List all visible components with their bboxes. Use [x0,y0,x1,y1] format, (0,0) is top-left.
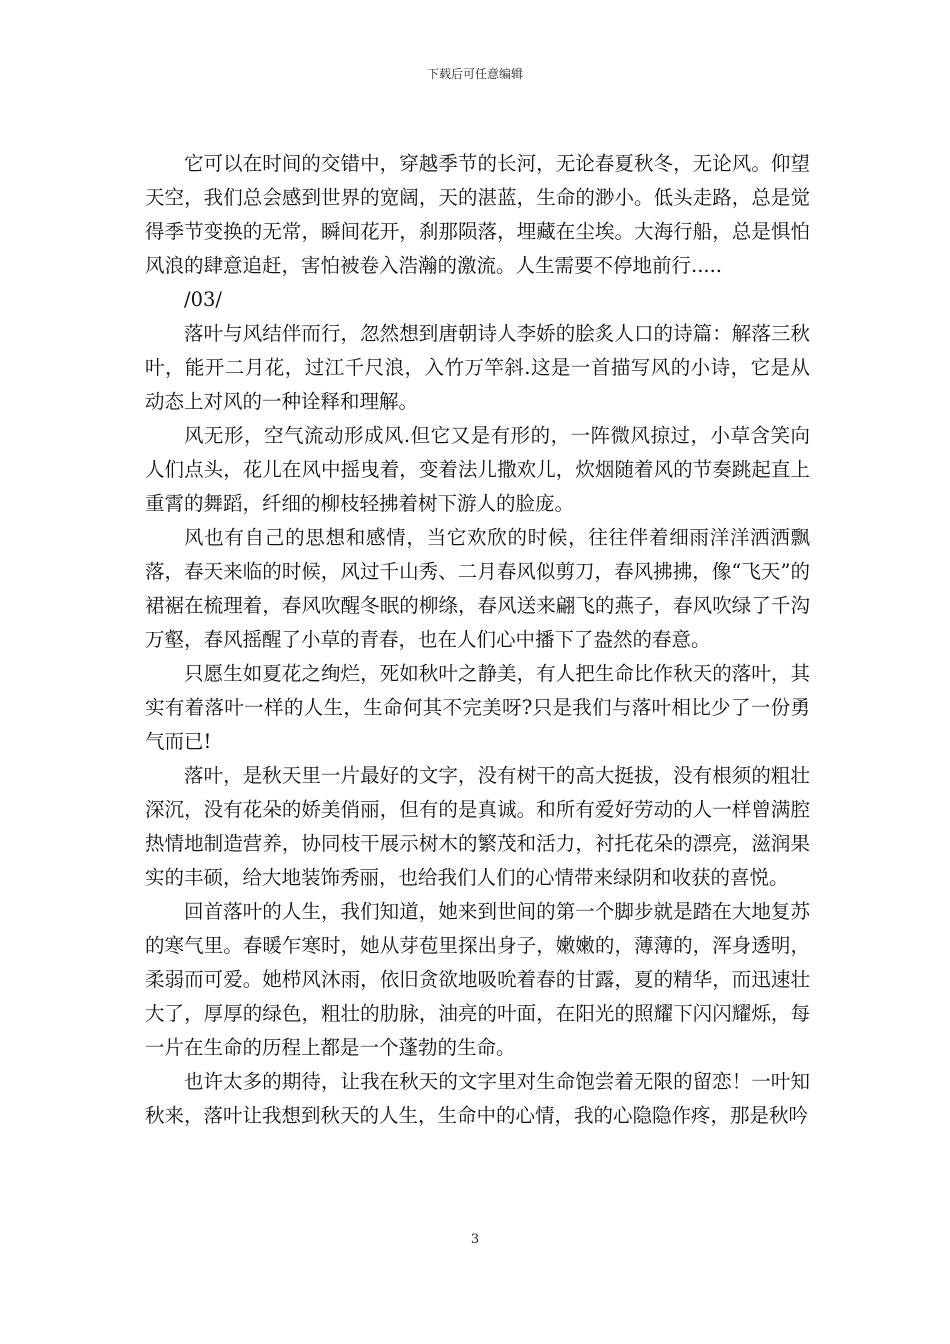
paragraph: 只愿生如夏花之绚烂，死如秋叶之静美，有人把生命比作秋天的落叶，其实有着落叶一样的人生，生命何其不完美呀?只是我们与落叶相比少了一份勇气而已! [145,662,810,753]
document-body [145,147,810,1133]
paragraph: 风也有自己的思想和感情，当它欢欣的时候，往往伴着细雨洋洋洒洒飘落，春天来临的时候，风过千山秀、二月春风似剪刀，春风拂拂，像“飞天”的裙裾在梳理着，春风吹醒冬眠的柳绦，春风送来翩飞的燕子，春风吹绿了千沟万壑，春风摇醒了小草的青春，也在人们心中播下了盎然的春意。 [145,526,810,651]
paragraph: 也许太多的期待，让我在秋天的文字里对生命饱尝着无限的留恋！一叶知秋来，落叶让我想到秋天的人生，生命中的心情，我的心隐隐作疼，那是秋吟 [145,1070,810,1127]
section-marker: /03/ [184,288,222,311]
paragraph: 落叶，是秋天里一片最好的文字，没有树干的高大挺拔，没有根须的粗壮深沉，没有花朵的娇美俏丽，但有的是真诚。和所有爱好劳动的人一样曾满腔热情地制造营养，协同枝干展示树木的繁茂和活力，衬托花朵的漂亮，滋润果实的丰硕，给大地装饰秀丽，也给我们人们的心情带来绿阴和收获的喜悦。 [145,764,810,889]
paragraph: 回首落叶的人生，我们知道，她来到世间的第一个脚步就是踏在大地复苏的寒气里。春暖乍寒时，她从芽苞里探出身子，嫩嫩的，薄薄的，浑身透明，柔弱而可爱。她栉风沐雨，依旧贪欲地吸吮着春的甘露，夏的精华，而迅速壮大了，厚厚的绿色，粗壮的肋脉，油亮的叶面，在阳光的照耀下闪闪耀烁，每一片在生命的历程上都是一个蓬勃的生命。 [145,900,810,1059]
paragraph: 风无形，空气流动形成风.但它又是有形的，一阵微风掠过，小草含笑向人们点头，花儿在风中摇曳着，变着法儿撒欢儿，炊烟随着风的节奏跳起直上重霄的舞蹈，纤细的柳枝轻拂着树下游人的脸庞。 [145,424,810,515]
paragraph: 它可以在时间的交错中，穿越季节的长河，无论春夏秋冬，无论风。仰望天空，我们总会感到世界的宽阔，天的湛蓝，生命的渺小。低头走路，总是觉得季节变换的无常，瞬间花开，刹那陨落，埋藏在尘埃。大海行船，总是惧怕风浪的肆意追赶，害怕被卷入浩瀚的激流。人生需要不停地前行..... [145,152,810,277]
paragraph: 落叶与风结伴而行，忽然想到唐朝诗人李娇的脍炙人口的诗篇：解落三秋叶，能开二月花，过江千尺浪，入竹万竿斜.这是一首描写风的小诗，它是从动态上对风的一种诠释和理解。 [145,322,810,413]
page-header: 下载后可任意编辑 [426,67,523,81]
page-number: 3 [470,1232,480,1247]
